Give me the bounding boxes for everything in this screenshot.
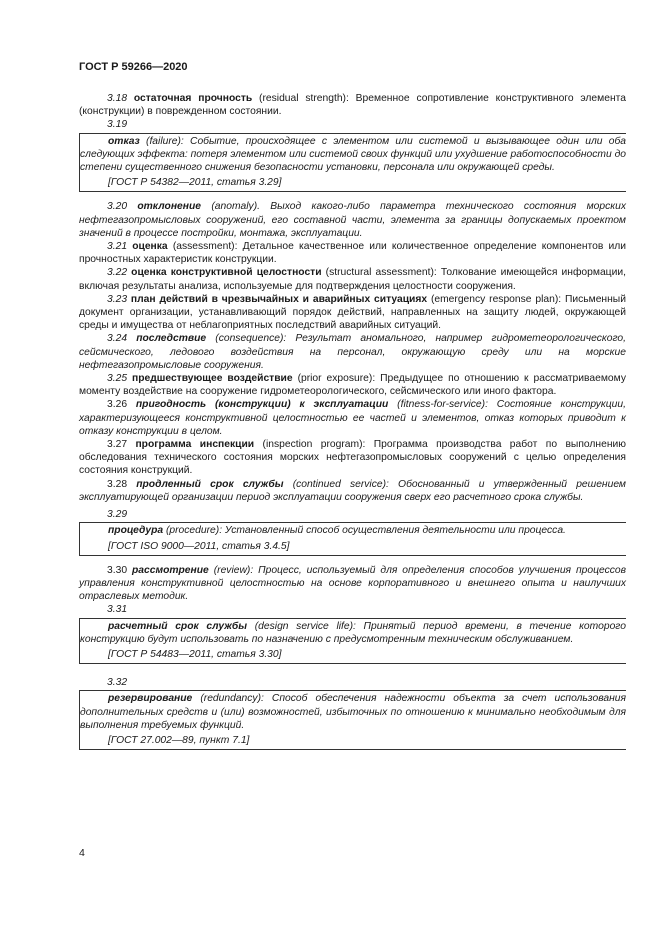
entry-definition: Обоснованный и утвержденный решением эксплуатирующей организации период эксплуатации сооружения сверх его расчетного срока службы. xyxy=(79,478,626,503)
entry-term: расчетный срок службы xyxy=(108,620,248,632)
entry-definition: Принятый период времени, в течение которого конструкцию будут использовать по назначению с предусмотренным техническим обслуживанием. xyxy=(80,620,626,645)
entry-english: (emergency response plan): xyxy=(430,293,562,305)
entry-english: (prior exposure): xyxy=(297,373,376,385)
entry-term: остаточная прочность xyxy=(133,93,253,104)
entry-definition: Детальное качественное или количественное определение компонентов или прочностных характеристик конструкции. xyxy=(79,241,626,266)
document-body xyxy=(79,92,626,750)
entry-english: (inspection program): xyxy=(262,439,366,451)
entry-english: (continued service): xyxy=(292,478,389,490)
entry-term: план действий в чрезвычайных и аварийных ситуациях xyxy=(130,293,428,305)
page-number: 4 xyxy=(79,847,85,859)
entry-3-24 xyxy=(79,332,626,372)
entry-term: отклонение xyxy=(137,201,202,213)
entry-term: процедура xyxy=(108,525,164,537)
entry-term: предшествующее воздействие xyxy=(132,373,293,385)
entry-definition: Выход какого-либо параметра технического состояния морских нефтегазопромысловых сооружений, его составной части, элемента за границы допускаемых проектом значений в процессе постройки, монтажа, эксплуатации. xyxy=(79,201,626,239)
entry-3-18 xyxy=(79,92,626,118)
entry-definition: Состояние конструкции, характеризующееся конструктивной целостностью ее частей и элементов, отказ которых приводит к отказу конструкции в целом. xyxy=(79,399,626,437)
entry-3-26 xyxy=(79,398,626,438)
entry-3-25 xyxy=(79,372,626,398)
entry-3-19-number: 3.19 xyxy=(107,119,128,131)
entry-number: 3.24 xyxy=(107,333,128,345)
entry-english: (review): xyxy=(213,564,254,576)
entry-3-31-reference: [ГОСТ Р 54483—2011, статья 3.30] xyxy=(108,648,282,660)
entry-definition: Письменный документ организации, устанавливающий порядок действий, направленных на защиту людей, окружающей среды и имущества от неблагоприятных последствий аварийных ситуаций. xyxy=(79,293,626,332)
entry-definition: Способ обеспечения надежности объекта за счет использования дополнительных средств и (или) возможностей, избыточных по отношению к минимально необходимым для выполнения требуемых функций. xyxy=(80,693,626,731)
entry-3-22 xyxy=(79,266,626,292)
entry-english: (residual strength): xyxy=(259,93,349,104)
entry-term: пригодность (конструкции) к эксплуатации xyxy=(135,399,389,411)
entry-3-21 xyxy=(79,240,626,266)
entry-3-32 xyxy=(80,692,626,732)
entry-english: (procedure): xyxy=(165,525,223,537)
entry-3-32-reference: [ГОСТ 27.002—89, пункт 7.1] xyxy=(108,734,250,746)
entry-english: (redundancy): xyxy=(200,693,264,705)
entry-definition: Предыдущее по отношению к рассматриваемому моменту воздействие на сооружение гидрометеорологического, сейсмического или иного фактора. xyxy=(79,373,626,398)
document-header: ГОСТ Р 59266—2020 xyxy=(79,61,188,73)
entry-3-19 xyxy=(80,135,626,175)
entry-3-31-box xyxy=(79,618,626,665)
entry-number: 3.28 xyxy=(107,478,128,490)
entry-3-19-reference: [ГОСТ Р 54382—2011, статья 3.29] xyxy=(108,177,282,189)
entry-english: (failure): xyxy=(146,135,184,147)
entry-english: (anomaly). xyxy=(211,201,260,213)
entry-number: 3.26 xyxy=(107,399,128,411)
entry-definition: Результат аномального, например гидрометеорологического, сейсмического, ледового воздействия на персонал, окружающую среду или на морские нефтегазопромысловые сооружения. xyxy=(79,333,626,371)
entry-3-27 xyxy=(79,438,626,478)
entry-term: рассмотрение xyxy=(131,564,209,576)
entry-term: последствие xyxy=(136,333,207,345)
entry-term: продленный срок службы xyxy=(136,478,284,490)
entry-number: 3.23 xyxy=(107,293,128,305)
entry-term: оценка конструктивной целостности xyxy=(131,267,322,279)
entry-english: (consequence): xyxy=(215,333,287,345)
entry-3-29-number: 3.29 xyxy=(107,509,128,521)
entry-number: 3.25 xyxy=(107,373,128,385)
entry-3-29 xyxy=(80,524,626,537)
entry-definition: Установленный способ осуществления деятельности или процесса. xyxy=(222,525,566,537)
entry-3-20 xyxy=(79,200,626,240)
entry-3-28 xyxy=(79,478,626,504)
entry-term: резервирование xyxy=(108,693,193,705)
entry-3-31-number: 3.31 xyxy=(107,604,128,616)
entry-3-29-reference: [ГОСТ ISO 9000—2011, статья 3.4.5] xyxy=(108,540,290,552)
entry-number: 3.20 xyxy=(107,201,128,213)
entry-english: (design service life): xyxy=(254,620,356,632)
entry-number: 3.21 xyxy=(107,241,128,253)
entry-definition: Временное сопротивление конструктивного элемента (конструкции) в поврежденном состоянии. xyxy=(79,93,626,118)
entry-english: (assessment): xyxy=(172,241,238,253)
entry-term: программа инспекции xyxy=(135,439,255,451)
entry-definition: Событие, происходящее с элементом или системой и вызывающее один или оба следующих эффекта: потеря элементом или системой своих функций или ухудшение работоспособности до степени существенного снижения безопасности установки, персонала или окружающей среды. xyxy=(80,135,626,174)
entry-definition: Программа производства работ по выполнению обследования технического состояния морских нефтегазопромысловых сооружений с целью определения состояния конструкций. xyxy=(79,439,626,477)
entry-definition: Толкование имеющейся информации, включая результаты анализа, используемые для подтверждения целостности сооружения. xyxy=(79,267,626,292)
entry-3-32-box xyxy=(79,690,626,750)
entry-term: отказ xyxy=(108,135,140,147)
entry-3-29-box xyxy=(79,522,626,555)
entry-number: 3.27 xyxy=(107,439,128,451)
entry-definition: Процесс, используемый для определения способов улучшения процессов управления конструктивной целостностью на основе корпоративного и внешнего опыта и наилучших отраслевых методик. xyxy=(79,564,626,603)
entry-3-30 xyxy=(79,564,626,604)
entry-3-19-box xyxy=(79,133,626,193)
entry-3-31 xyxy=(80,620,626,646)
entry-term: оценка xyxy=(132,241,168,253)
entry-english: (structural assessment): xyxy=(325,267,437,279)
entry-english: (fitness-for-service): xyxy=(397,399,488,411)
entry-number: 3.18 xyxy=(107,93,128,104)
entry-number: 3.30 xyxy=(107,564,128,576)
entry-number: 3.22 xyxy=(107,267,128,279)
entry-3-23 xyxy=(79,293,626,333)
entry-3-32-number: 3.32 xyxy=(107,677,128,689)
